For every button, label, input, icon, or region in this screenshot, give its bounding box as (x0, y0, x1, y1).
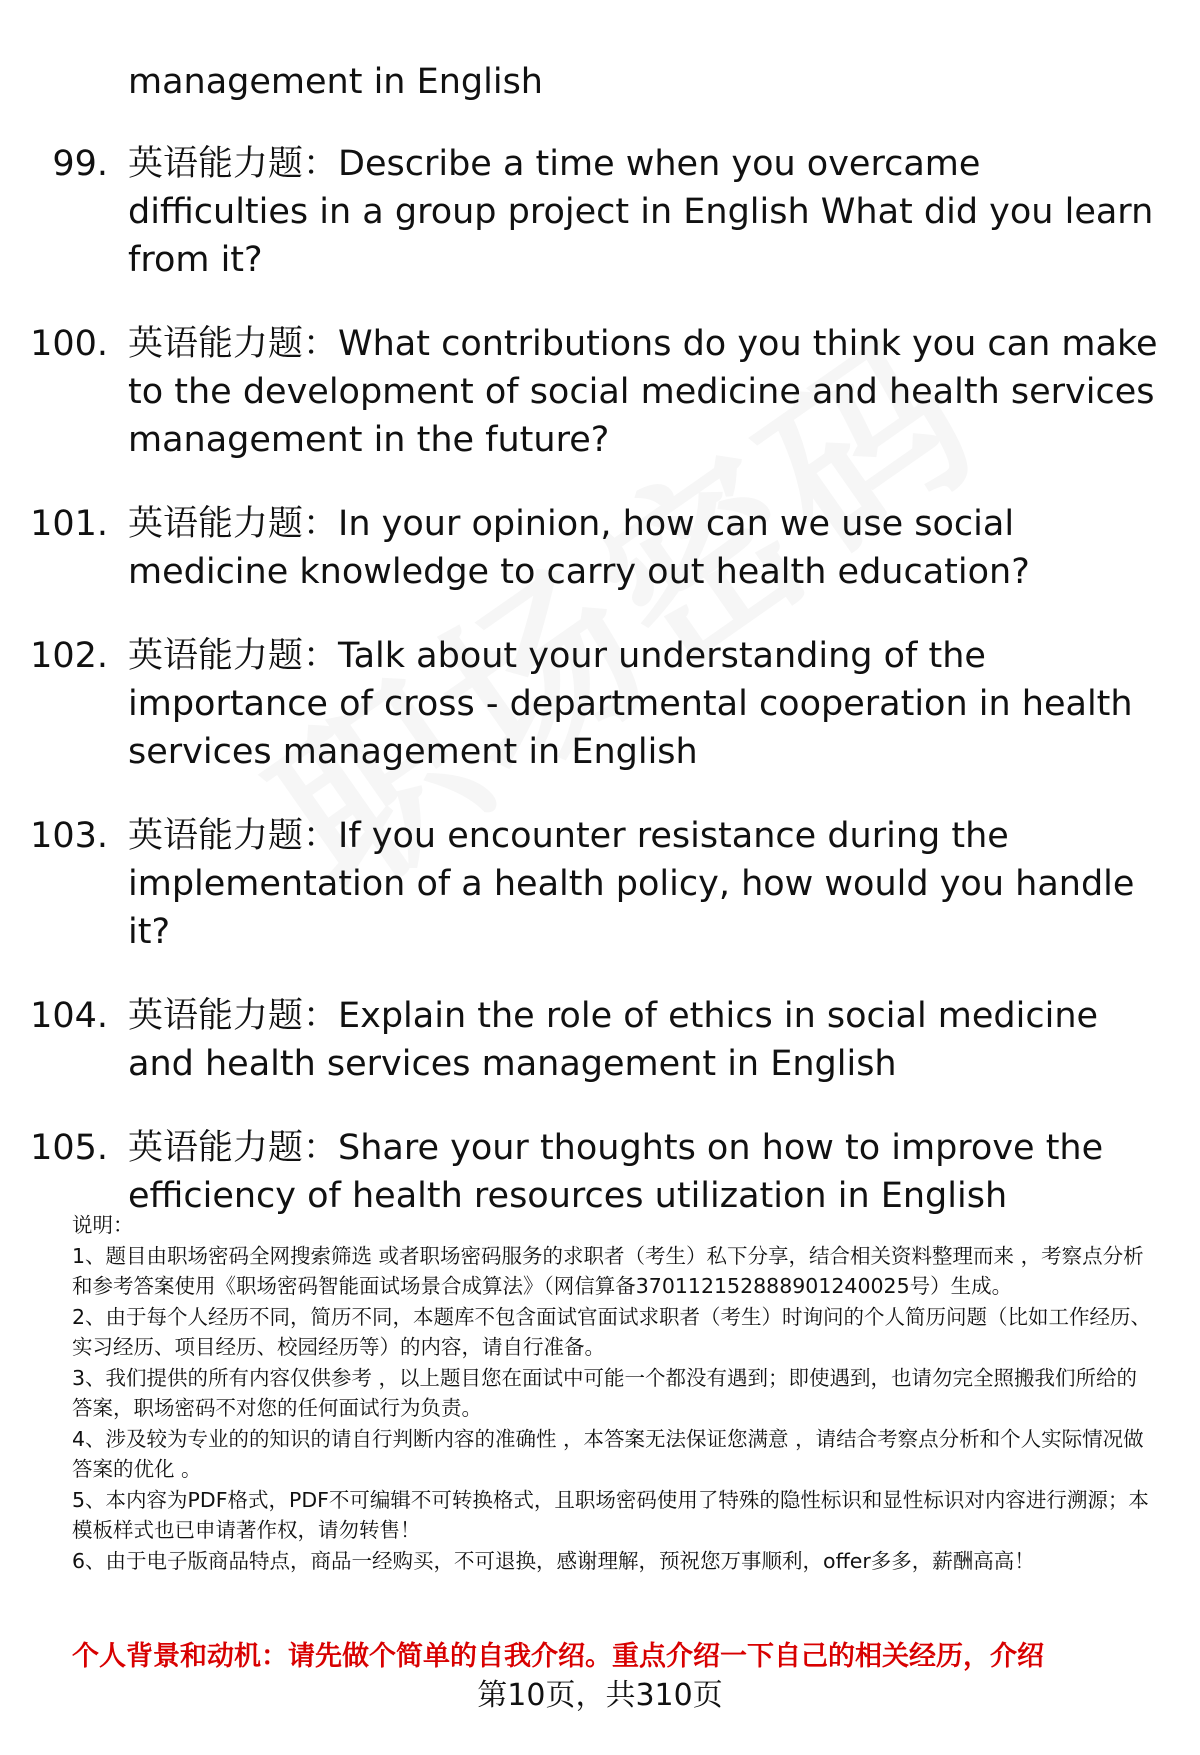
continuation-text: management in English (128, 62, 543, 102)
question-text: 英语能力题：In your opinion, how can we use social medicine knowledge to carry out health education? (128, 504, 1030, 592)
question-item (0, 320, 1200, 464)
question-item (0, 140, 1200, 284)
question-number: 104. (30, 996, 108, 1036)
question-item (0, 632, 1200, 776)
question-number: 105. (30, 1128, 108, 1168)
question-item (0, 1124, 1200, 1220)
page-number: 第10页，共310页 (477, 1678, 723, 1713)
next-section-heading: 个人背景和动机：请先做个简单的自我介绍。重点介绍一下自己的相关经历，介绍 (72, 1641, 1044, 1672)
note-item: 1、题目由职场密码全网搜索筛选 或者职场密码服务的求职者（考生）私下分享，结合相关资料整理而来 ，考察点分析和参考答案使用《职场密码智能面试场景合成算法》（网信算备370112152888901240025号）生成。 (72, 1243, 1144, 1298)
question-number: 102. (30, 636, 108, 676)
question-item (0, 992, 1200, 1088)
note-item: 3、我们提供的所有内容仅供参考 ，以上题目您在面试中可能一个都没有遇到；即使遇到，也请勿完全照搬我们所给的答案，职场密码不对您的任何面试行为负责。 (72, 1365, 1138, 1420)
question-text: 英语能力题：What contributions do you think you can make to the development of social medicine and health services management in the future? (128, 324, 1158, 460)
question-number: 99. (52, 144, 108, 184)
question-number: 101. (30, 504, 108, 544)
notes-section (72, 1210, 1152, 1576)
note-item: 2、由于每个人经历不同，简历不同，本题库不包含面试官面试求职者（考生）时询问的个人简历问题（比如工作经历、实习经历、项目经历、校园经历等）的内容，请自行准备。 (72, 1304, 1152, 1359)
note-item: 4、涉及较为专业的的知识的请自行判断内容的准确性 ，本答案无法保证您满意 ，请结合考察点分析和个人实际情况做答案的优化 。 (72, 1426, 1144, 1481)
note-item: 6、由于电子版商品特点，商品一经购买，不可退换，感谢理解，预祝您万事顺利，offer多多，薪酬高高！ (72, 1548, 1035, 1573)
question-text: 英语能力题：Talk about your understanding of the importance of cross - departmental cooperation in health services management in English (128, 636, 1133, 772)
question-list (0, 58, 1200, 1256)
question-number: 103. (30, 816, 108, 856)
question-text: 英语能力题：Explain the role of ethics in social medicine and health services management in English (128, 996, 1099, 1084)
question-text: 英语能力题：Share your thoughts on how to improve the efficiency of health resources utilization in English (128, 1128, 1104, 1216)
question-item (0, 812, 1200, 956)
notes-heading: 说明： (72, 1213, 134, 1237)
question-number: 100. (30, 324, 108, 364)
question-item (0, 500, 1200, 596)
note-item: 5、本内容为PDF格式，PDF不可编辑不可转换格式，且职场密码使用了特殊的隐性标识和显性标识对内容进行溯源；本模板样式也已申请著作权，请勿转售！ (72, 1487, 1149, 1542)
question-text: 英语能力题：If you encounter resistance during the implementation of a health policy, how would you handle it? (128, 816, 1135, 952)
question-text: 英语能力题：Describe a time when you overcame difficulties in a group project in English What did you learn from it? (128, 144, 1154, 280)
